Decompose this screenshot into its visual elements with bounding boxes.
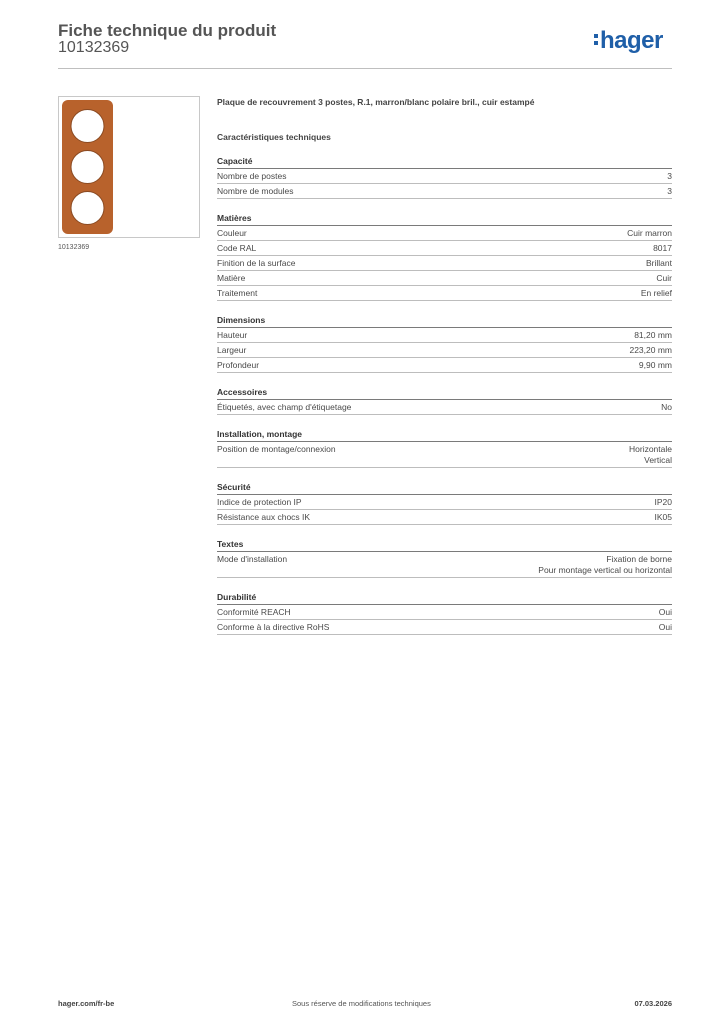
spec-section [217,591,672,635]
spec-section [217,386,672,415]
image-caption: 10132369 [58,244,90,251]
spec-section [217,314,672,373]
brand-name: hager [600,27,663,54]
spec-value-line: 9,90 mm [638,359,672,370]
spec-value-line: Fixation de borne [606,553,672,564]
spec-value-line: Horizontale [629,443,672,454]
spec-label: Nombre de postes [217,170,287,181]
section-title: Installation, montage [217,428,672,442]
spec-value-line: IK05 [654,511,672,522]
section-title: Capacité [217,155,672,169]
spec-value [629,345,672,356]
spec-row [217,256,672,271]
spec-row [217,328,672,343]
spec-label: Nombre de modules [217,185,294,196]
spec-label: Finition de la surface [217,257,296,268]
spec-label: Hauteur [217,329,248,340]
spec-row [217,184,672,199]
logo-dots-icon [594,33,598,47]
spec-value-line: En relief [640,287,672,298]
spec-value-line: 8017 [653,242,672,253]
spec-value-line: 81,20 mm [634,329,672,340]
section-title: Dimensions [217,314,672,328]
spec-row [217,605,672,620]
spec-row [217,620,672,635]
footer-disclaimer: Sous réserve de modifications techniques [292,999,431,1008]
spec-label: Conforme à la directive RoHS [217,621,330,632]
spec-sections [217,155,672,635]
spec-row [217,495,672,510]
spec-section [217,155,672,199]
spec-label: Position de montage/connexion [217,443,336,454]
spec-row [217,400,672,415]
spec-section [217,481,672,525]
spec-value [646,258,672,269]
spec-value [538,554,672,576]
spec-value [659,622,672,633]
spec-row [217,510,672,525]
spec-value-line: 223,20 mm [629,344,672,355]
spec-value [653,243,672,254]
spec-value [655,512,673,523]
section-title: Sécurité [217,481,672,495]
spec-value-line: Oui [658,606,672,617]
spec-value-line: Vertical [644,454,672,465]
spec-label: Mode d'installation [217,553,288,564]
spec-label: Code RAL [217,242,257,253]
spec-value [627,228,672,239]
spec-label: Indice de protection IP [217,496,302,507]
spec-value-line: Brillant [646,257,672,268]
spec-value-line: No [661,401,672,412]
spec-row [217,343,672,358]
spec-value [667,186,672,197]
spec-value [655,497,673,508]
section-title: Durabilité [217,591,672,605]
section-title: Accessoires [217,386,672,400]
page-title: Fiche technique du produit [58,21,277,40]
spec-value-line: Pour montage vertical ou horizontal [538,564,672,575]
tech-heading: Caractéristiques techniques [217,132,331,142]
spec-value-line: IP20 [654,496,672,507]
spec-label: Traitement [217,287,258,298]
spec-value-line: Oui [658,621,672,632]
cover-plate-icon [59,97,201,239]
product-description: Plaque de recouvrement 3 postes, R.1, marron/blanc polaire bril., cuir estampé [217,97,535,107]
spec-row [217,552,672,578]
spec-value-line: 3 [667,185,672,196]
spec-row [217,169,672,184]
product-number: 10132369 [58,39,130,56]
spec-row [217,241,672,256]
spec-value [661,402,672,413]
spec-row [217,358,672,373]
spec-value [656,273,672,284]
spec-section [217,538,672,578]
spec-label: Étiquetés, avec champ d'étiquetage [217,401,352,412]
spec-label: Profondeur [217,359,260,370]
spec-value [659,607,672,618]
product-image [58,96,200,238]
spec-value [634,330,672,341]
spec-row [217,271,672,286]
section-title: Matières [217,212,672,226]
spec-label: Conformité REACH [217,606,291,617]
footer-date: 07.03.2026 [634,999,672,1008]
spec-label: Résistance aux chocs IK [217,511,311,522]
spec-label: Matière [217,272,246,283]
spec-row [217,286,672,301]
spec-label: Couleur [217,227,247,238]
header-divider [58,68,672,69]
spec-value [629,444,672,466]
spec-section [217,428,672,468]
spec-value-line: Cuir [656,272,672,283]
hager-logo [594,27,663,55]
footer-website: hager.com/fr-be [58,999,115,1008]
spec-content [217,95,672,635]
spec-row [217,442,672,468]
spec-row [217,226,672,241]
spec-value-line: Cuir marron [627,227,672,238]
spec-value [667,171,672,182]
spec-section [217,212,672,301]
section-title: Textes [217,538,672,552]
spec-value [639,360,672,371]
spec-label: Largeur [217,344,247,355]
spec-value [641,288,672,299]
spec-value-line: 3 [667,170,672,181]
